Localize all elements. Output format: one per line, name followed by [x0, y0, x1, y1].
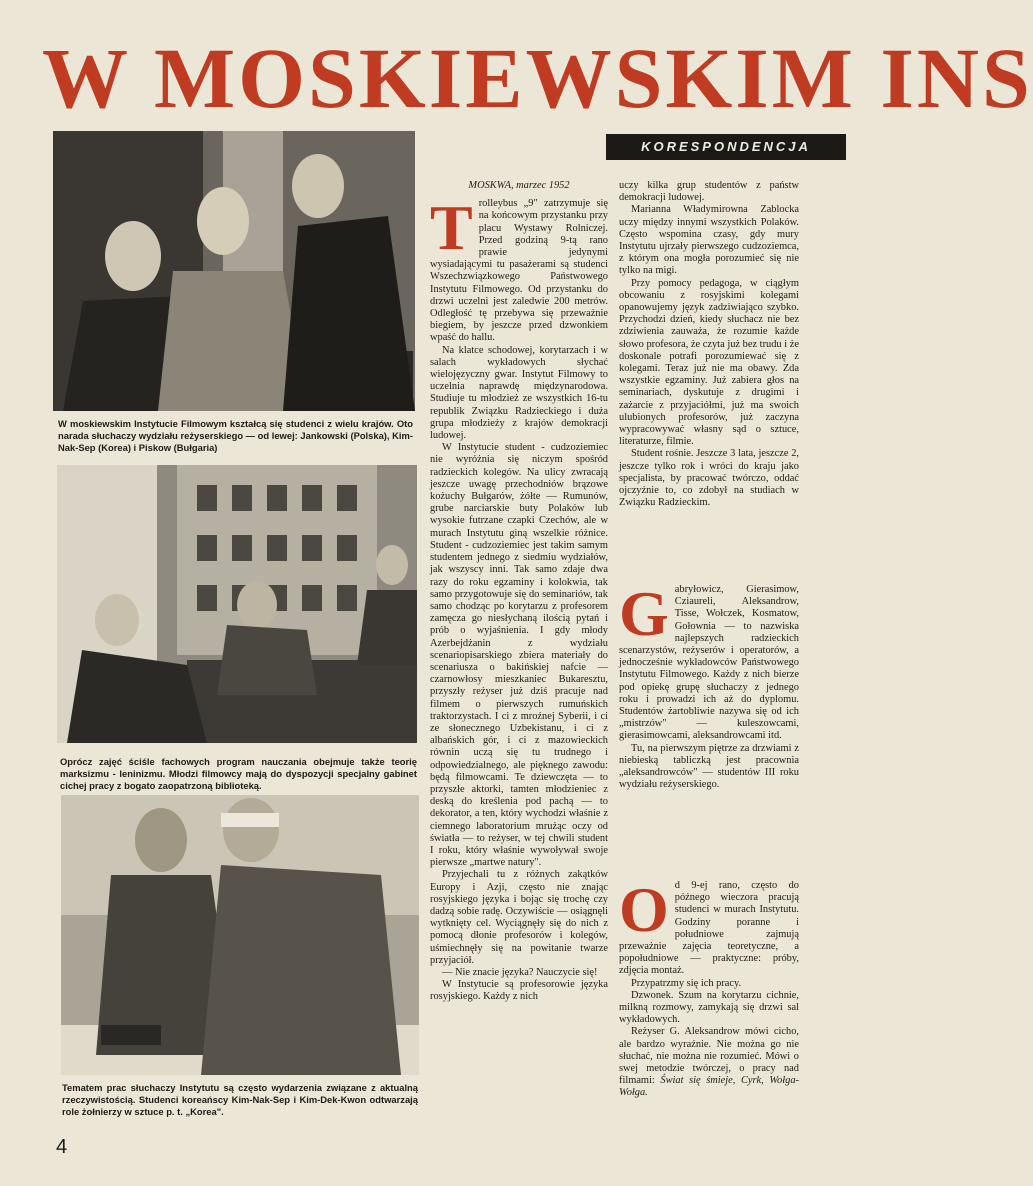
col3b-paragraph-1: abryłowicz, Gierasimow, Cziaureli, Aleksandrow, Tisse, Wołczek, Kosmatow, Gołownia — to nazwiska najlepszych radzieckich scenarzystów, reżyserów i operatorów, a jednocześnie wykładowców Państwowego Instytutu Filmowego. Każdy z nich bierze pod opiekę grupę słuchaczy z jednego roku i prowadzi ich aż do dyplomu. Studentów żartobliwie nazywa się od ich „mistrzów" — kuleszowcami, gierasimowcami, aleksandrowcami itd. [619, 584, 799, 742]
dateline: MOSKWA, marzec 1952 [468, 180, 570, 191]
drop-cap-g: G [619, 578, 669, 649]
caption-photo1: W moskiewskim Instytucie Filmowym kształcą się studenci z wielu krajów. Oto narada słuchaczy wydziału reżyserskiego — od lewej: Jankowski (Polska), Kim-Nak-Sep (Korea) i Piskow (Bułgaria) [58, 418, 413, 453]
col2-paragraph-3: W Instytucie student - cudzoziemiec nie wyróżnia się niczym spośród radzieckich kolegów. Na ulicy zwracają jeszcze uwagę przechodniów brązowe kożuchy Bułgarów, żółte — Rumunów, grube narciarskie buty Polaków lub wysokie futrzane czapki Czechów, ale w murach Instytutu giną wszelkie różnice. Student - cudzoziemiec jest takim samym studentem jednego z siedmiu wydziałów, jak wszyscy inni. Tak samo zdaje dwa razy do roku egzaminy i kolokwia, tak samo przygotowuje się do seminariów, tak samo chodząc po korytarzu z profesorem zamęcza go niesłychaną ilością pytań i prób o wyjaśnienia. I gdy młody Azerbejdżanin z wydziału scenariopisarskiego zbiera materiały do scenariusza o bakińskiej nafcie — czarnowłosy mieszkaniec Bukaresztu, przyszły reżyser już dziś pracuje nad filmem o pierwszych rumuńskich traktorzystach. I ci z mroźnej Syberii, i ci ze słonecznego Uzbekistanu, i ci z albańskich gór, i ci z mazowieckich równin uczą się tu trudnego i odpowiedzialnego, ale pięknego zawodu: będą filmowcami. Te dziewczęta — to przyszłe aktorki, tamten młodzieniec z deską do kreślenia pod pachą — to dekorator, a ten, który wychodzi właśnie z ciemnego laboratorium mrużąc oczy od światła — to reżyser, w tej chwili student I roku, który właśnie wywoływał swoje pierwsze „martwe natury". [430, 442, 608, 869]
col2-paragraph-5: — Nie znacie języka? Nauczycie się! [442, 967, 598, 978]
caption-photo3: Tematem prac słuchaczy Instytutu są często wydarzenia związane z aktualną rzeczywistością. Studenci koreańscy Kim-Nak-Sep i Kim-Dek-Kwon odtwarzają role żołnierzy w sztuce p. t. „Korea". [62, 1082, 418, 1117]
film-titles: Świat się śmieje, Cyrk, Wołga-Wołga. [619, 1075, 799, 1099]
article-column-2 [430, 180, 608, 1130]
col3c-paragraph-1: d 9-ej rano, często do późnego wieczora pracują studenci w murach Instytutu. Godziny poranne i południowe zajmują przeważnie zajęcia teoretyczne, a popołudniowe — praktyczne: próby, zdjęcia montaż. [619, 880, 799, 977]
article-column-3-middle [619, 578, 799, 874]
page-number: 4 [56, 1136, 68, 1158]
headline: W MOSKIEWSKIM INS [42, 30, 1033, 126]
col3a-paragraph-4: Student rośnie. Jeszcze 3 lata, jeszcze 2, jeszcze tylko rok i wróci do kraju jako specjalista, by pracować twórczo, oddać ojczyźnie to, co zdobył na studiach w Związku Radzieckim. [619, 448, 799, 509]
col2-paragraph-2: Na klatce schodowej, korytarzach i w salach wykładowych słychać wielojęzyczny gwar. Instytut Filmowy to uczelnia naprawdę międzynarodowa. Studiuje tu młodzież ze wszystkich 16-tu republik Związku Radzieckiego i duża grupa młodzieży z krajów demokracji ludowej. [430, 344, 608, 442]
col2-paragraph-6: W Instytucie są profesorowie języka rosyjskiego. Każdy z nich [430, 979, 608, 1003]
caption-photo2: Oprócz zajęć ściśle fachowych program nauczania obejmuje także teorię marksizmu - leninizmu. Młodzi filmowcy mają do dyspozycji specjalny gabinet cichej pracy z bogato zaopatrzoną biblioteką. [60, 756, 417, 791]
photo-korean-students [61, 795, 419, 1075]
col3c-paragraph-3: Dzwonek. Szum na korytarzu cichnie, milkną rozmowy, zamykają się drzwi sal wykładowych. [619, 989, 799, 1026]
photo-study-room [57, 465, 417, 743]
col3a-paragraph-1: uczy kilka grup studentów z państw demokracji ludowej. [619, 180, 799, 204]
article-column-3-top [619, 180, 799, 580]
col3a-paragraph-3: Przy pomocy pedagoga, w ciągłym obcowaniu z rosyjskimi kolegami opanowujemy język zadziwiająco szybko. Przychodzi dzień, kiedy słuchacz nie bez zdziwienia zauważa, że rozumie każde słowo profesora, że czyta już bez trudu i że doskonale potrafi porozumiewać się z kolegami. Teraz już nie ma obawy. Zda wszystkie egzaminy. Już zabiera głos na seminariach, dyskutuje z drugimi i zażarcie z przyjaciółmi, już ma swoich ulubionych profesorów, już zaczyna wypracowywać własny sąd o sztuce, literaturze, filmie. [619, 277, 799, 448]
section-banner: KORESPONDENCJA [606, 134, 846, 160]
drop-cap-t: T [430, 192, 473, 264]
col3b-paragraph-2: Tu, na pierwszym piętrze za drzwiami z niebieską tabliczką jest pracownia „aleksandrowców" — studentów III roku wydziału reżyserskiego. [619, 742, 799, 791]
col2-paragraph-1: rolleybus „9" zatrzymuje się na końcowym przystanku przy placu Wystawy Rolniczej. Przed godziną 9-tą rano prawie jedynymi wysiadającymi tu pasażerami są studenci Wszechzwiązkowego Państwowego Instytutu Filmowego. Od przystanku do drzwi uczelni jest zaledwie 200 metrów. Odległość tę przebywa się przeważnie biegiem, by jeszcze przed dzwonkiem wpaść do hallu. [430, 198, 608, 344]
col3a-paragraph-2: Marianna Władymirowna Zablocka uczy między innymi wszystkich Polaków. Często wspomina czasy, gdy mury Instytutu ujrzały pierwszego cudzoziemca, z którym ona mogła porozumieć się nie tylko na migi. [619, 204, 799, 277]
col2-paragraph-4: Przyjechali tu z różnych zakątków Europy i Azji, często nie znając rosyjskiego języka i bojąc się trochę czy dadzą sobie radę. Oczywiście — osiągnęli wytknięty cel. Wyciągnęły się do nich z pomocą dłonie profesorów i kolegów, uśmiechnęły się na powitanie twarze przyjaciół. [430, 869, 608, 966]
photo-students-meeting [53, 131, 415, 411]
article-column-3-bottom [619, 874, 799, 1140]
drop-cap-o: O [619, 874, 669, 945]
col3c-paragraph-2: Przypatrzmy się ich pracy. [631, 977, 742, 989]
col3c-paragraph-4: Reżyser G. Aleksandrow mówi cicho, ale bardzo wyraźnie. Nie można go nie słuchać, nie można nie rozumieć. Mówi o swej metodzie twórczej, o pracy nad filmami: [619, 1026, 799, 1087]
